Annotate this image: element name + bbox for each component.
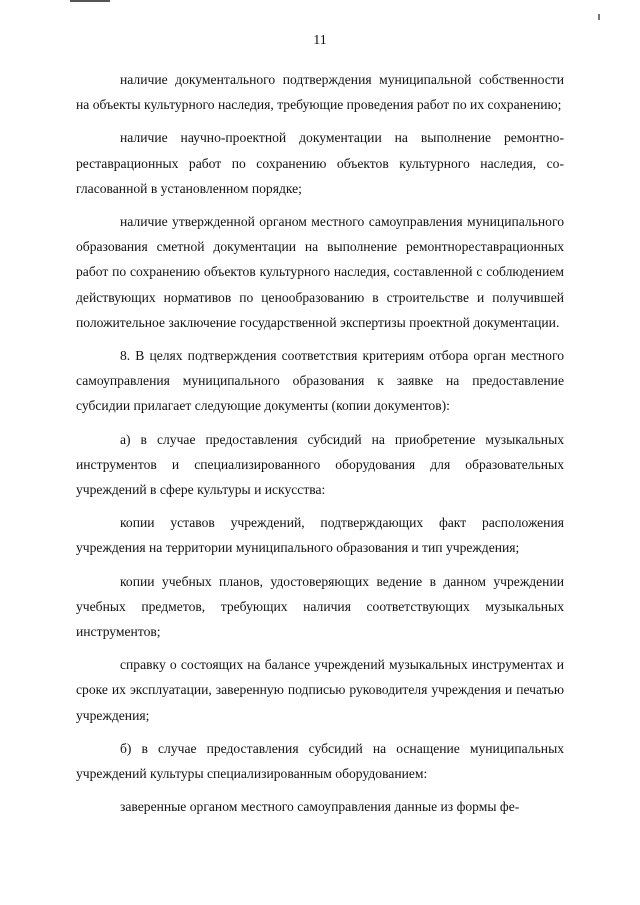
paragraph-item-8: 8. В целях подтверждения соответствия критериям отбора орган местного самоуправления муниципального образования к заявке на предоставление субсидии прилагает следующие документы (копии документов): [76,348,564,414]
paragraph-curriculum-copies: копии учебных планов, удостоверяющих ведение в данном учреждении учебных предметов, требующих наличия соответствующих музыкальных инструментов; [76,573,564,640]
page-number: 11 [313,33,327,48]
scan-edge-mark [70,0,110,2]
document-body [76,67,564,827]
paragraph-ownership-confirmation: наличие документального подтверждения муниципальной собственности на объекты культурного наследия, требующие проведения работ по их сохранению; [76,72,564,113]
paragraph-subitem-a: а) в случае предоставления субсидий на приобретение музыкальных инструментов и специализированного оборудования для образовательных учреждений в сфере культуры и искусства: [76,431,564,498]
paragraph-certified-data: заверенные органом местного самоуправления данные из формы фе- [120,799,520,815]
paragraph-charter-copies: копии уставов учреждений, подтверждающих факт расположения учреждения на территории муниципального образования и тип учреждения; [76,515,564,556]
paragraph-subitem-b: б) в случае предоставления субсидий на оснащение муниципальных учреждений культуры специализированным оборудованием: [76,740,564,782]
scan-speck [598,14,600,20]
paragraph-instruments-certificate: справку о состоящих на балансе учреждений музыкальных инструментах и сроке их эксплуатации, заверенную подписью руководителя учреждения и печатью учреждения; [76,657,564,723]
paragraph-project-documentation: наличие научно-проектной документации на выполнение ремонтнореставрационных работ по сохранению объектов культурного наследия, согласованной в установленном порядке; [76,130,564,196]
paragraph-estimate-documentation: наличие утвержденной органом местного самоуправления муниципального образования сметной документации на выполнение ремонтнореставрационных работ по сохранению объектов культурного наследия, составленной с соблюдением действующих нормативов по ценообразованию в строительстве и получившей положительное заключение государственной экспертизы проектной документации. [76,214,564,330]
